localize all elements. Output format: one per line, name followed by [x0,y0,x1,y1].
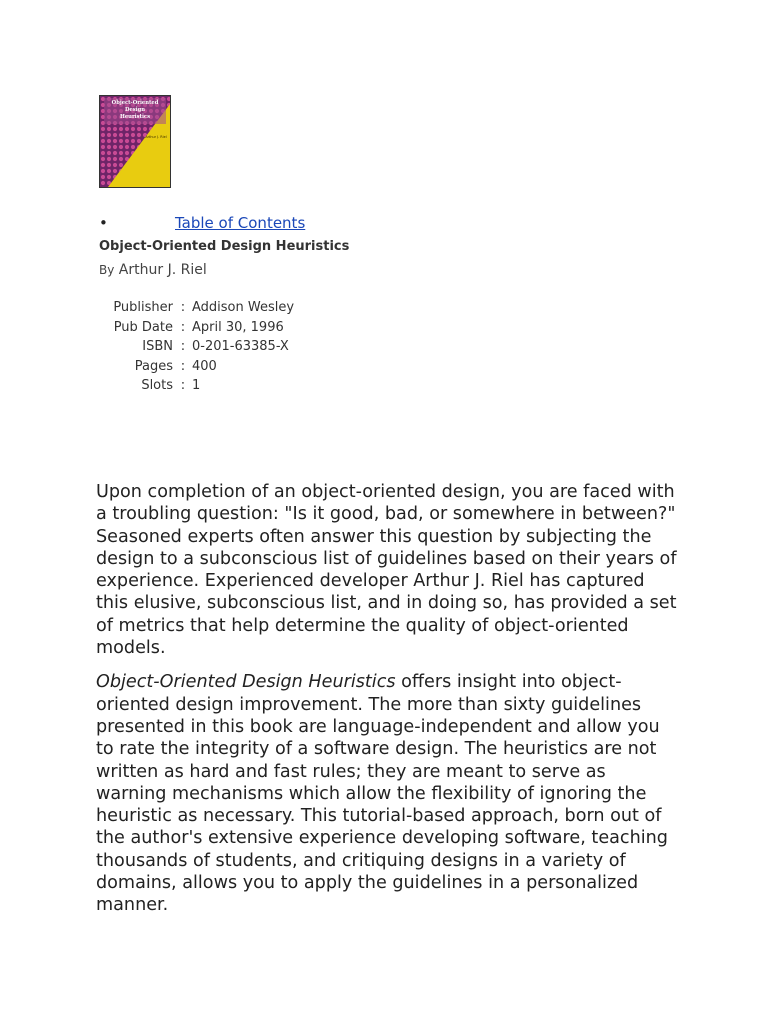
detail-separator: : [180,300,186,315]
detail-row-publisher [99,298,294,318]
table-of-contents-row [99,213,305,233]
book-description [96,481,681,929]
detail-key: ISBN [142,339,173,354]
description-paragraph-2-text: offers insight into object-oriented design improvement. The more than sixty guidelines presented in this book are language-independent and allow you to rate the integrity of a software design. The heuristics are not written as hard and fast rules; they are meant to serve as warning mechanisms which allow the flexibility of ignoring the heuristic as necessary. This tutorial-based approach, born out of the author's extensive experience developing software, teaching thousands of students, and critiquing designs in a variety of domains, allows you to apply the guidelines in a personalized manner. [96,672,668,916]
detail-key: Publisher [113,300,173,315]
list-bullet: • [99,214,108,232]
detail-row-slots [99,376,294,396]
cover-title-line-1: Object-Oriented [111,100,159,106]
detail-value: 1 [192,378,201,393]
detail-separator: : [180,378,186,393]
detail-separator: : [180,358,186,374]
detail-row-isbn [99,337,294,357]
detail-value: April 30, 1996 [192,319,284,335]
description-paragraph-1: Upon completion of an object-oriented design, you are faced with a troubling question: "Is it good, bad, or somewhere in between?" Seasoned experts often answer this question by subjecting the design to a subconscious list of guidelines based on their years of experience. Experienced developer Arthur J. Riel has captured this elusive, subconscious list, and in doing so, has provided a set of metrics that help determine the quality of object-oriented models. [96,482,677,659]
book-title: Object-Oriented Design Heuristics [99,239,350,254]
detail-separator: : [180,319,186,335]
detail-value: 0-201-63385-X [192,339,289,354]
cover-title-line-3: Heuristics [119,114,151,120]
detail-key: Slots [141,378,173,393]
detail-value: 400 [192,358,217,374]
table-of-contents-link[interactable]: Table of Contents [175,214,306,232]
book-cover-image [99,95,171,188]
description-paragraph-2 [96,671,681,916]
book-cover-art [100,96,170,187]
byline [99,260,207,280]
detail-row-pages [99,357,294,377]
cover-title-line-2: Design [124,107,146,113]
detail-separator: : [180,339,186,354]
author-name: Arthur J. Riel [118,262,207,278]
detail-key: Pages [134,358,173,374]
by-label: By [99,263,115,277]
detail-value: Addison Wesley [192,300,295,315]
detail-row-pub-date [99,318,294,338]
description-book-title: Object-Oriented Design Heuristics [96,672,396,693]
book-details-table [99,298,294,396]
detail-key: Pub Date [113,319,173,335]
cover-author: Arthur J. Riel [145,135,167,139]
